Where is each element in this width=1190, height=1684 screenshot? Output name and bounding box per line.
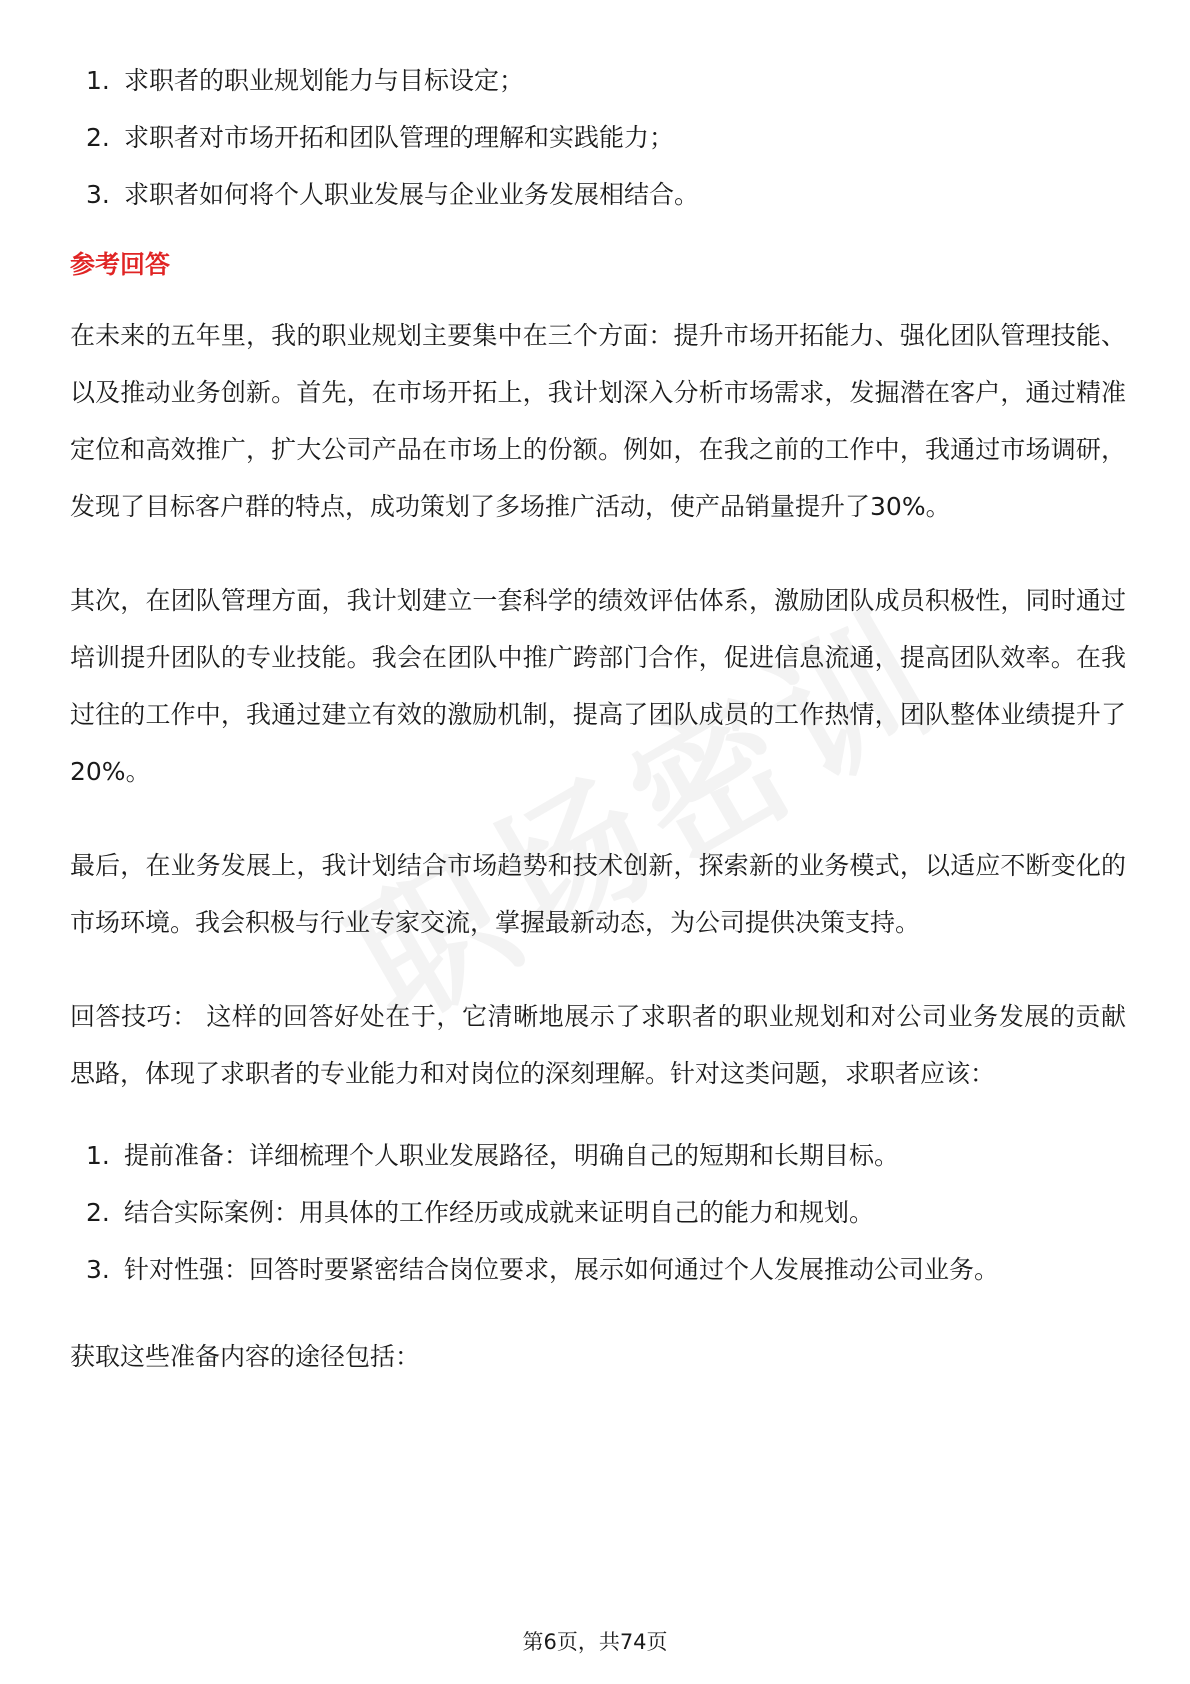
page-content: [70, 52, 1126, 1385]
answer-paragraph: 最后，在业务发展上，我计划结合市场趋势和技术创新，探索新的业务模式，以适应不断变化的市场环境。我会积极与行业专家交流，掌握最新动态，为公司提供决策支持。: [70, 851, 1126, 937]
answer-paragraph: 在未来的五年里，我的职业规划主要集中在三个方面：提升市场开拓能力、强化团队管理技能、以及推动业务创新。首先，在市场开拓上，我计划深入分析市场需求，发掘潜在客户，通过精准定位和高效推广，扩大公司产品在市场上的份额。例如，在我之前的工作中，我通过市场调研，发现了目标客户群的特点，成功策划了多场推广活动，使产品销量提升了30%。: [70, 321, 1126, 521]
list-item: [70, 1184, 1126, 1241]
list-number: 3.: [86, 1255, 110, 1284]
list-item: [70, 166, 1126, 223]
list-text: 求职者对市场开拓和团队管理的理解和实践能力；: [124, 123, 675, 152]
page-footer: 第6页，共74页: [522, 1630, 668, 1654]
list-number: 1.: [86, 1141, 110, 1170]
answer-heading: 参考回答: [70, 250, 171, 279]
closing-text: 获取这些准备内容的途径包括：: [70, 1342, 421, 1371]
answer-tips: 回答技巧： 这样的回答好处在于，它清晰地展示了求职者的职业规划和对公司业务发展的贡献思路，体现了求职者的专业能力和对岗位的深刻理解。针对这类问题，求职者应该：: [70, 1002, 1126, 1088]
list-text: 求职者的职业规划能力与目标设定；: [124, 66, 525, 95]
list-number: 1.: [86, 66, 110, 95]
list-text: 针对性强：回答时要紧密结合岗位要求，展示如何通过个人发展推动公司业务。: [124, 1255, 1000, 1284]
assessment-points-list: [70, 52, 1126, 223]
list-number: 3.: [86, 180, 110, 209]
tips-list: [70, 1127, 1126, 1298]
list-item: [70, 1241, 1126, 1298]
list-item: [70, 109, 1126, 166]
list-text: 求职者如何将个人职业发展与企业业务发展相结合。: [124, 180, 700, 209]
list-text: 提前准备：详细梳理个人职业发展路径，明确自己的短期和长期目标。: [124, 1141, 900, 1170]
list-number: 2.: [86, 123, 110, 152]
list-item: [70, 1127, 1126, 1184]
list-item: [70, 52, 1126, 109]
list-text: 结合实际案例：用具体的工作经历或成就来证明自己的能力和规划。: [124, 1198, 875, 1227]
list-number: 2.: [86, 1198, 110, 1227]
answer-paragraph: 其次，在团队管理方面，我计划建立一套科学的绩效评估体系，激励团队成员积极性，同时通过培训提升团队的专业技能。我会在团队中推广跨部门合作，促进信息流通，提高团队效率。在我过往的工作中，我通过建立有效的激励机制，提高了团队成员的工作热情，团队整体业绩提升了20%。: [70, 586, 1126, 786]
